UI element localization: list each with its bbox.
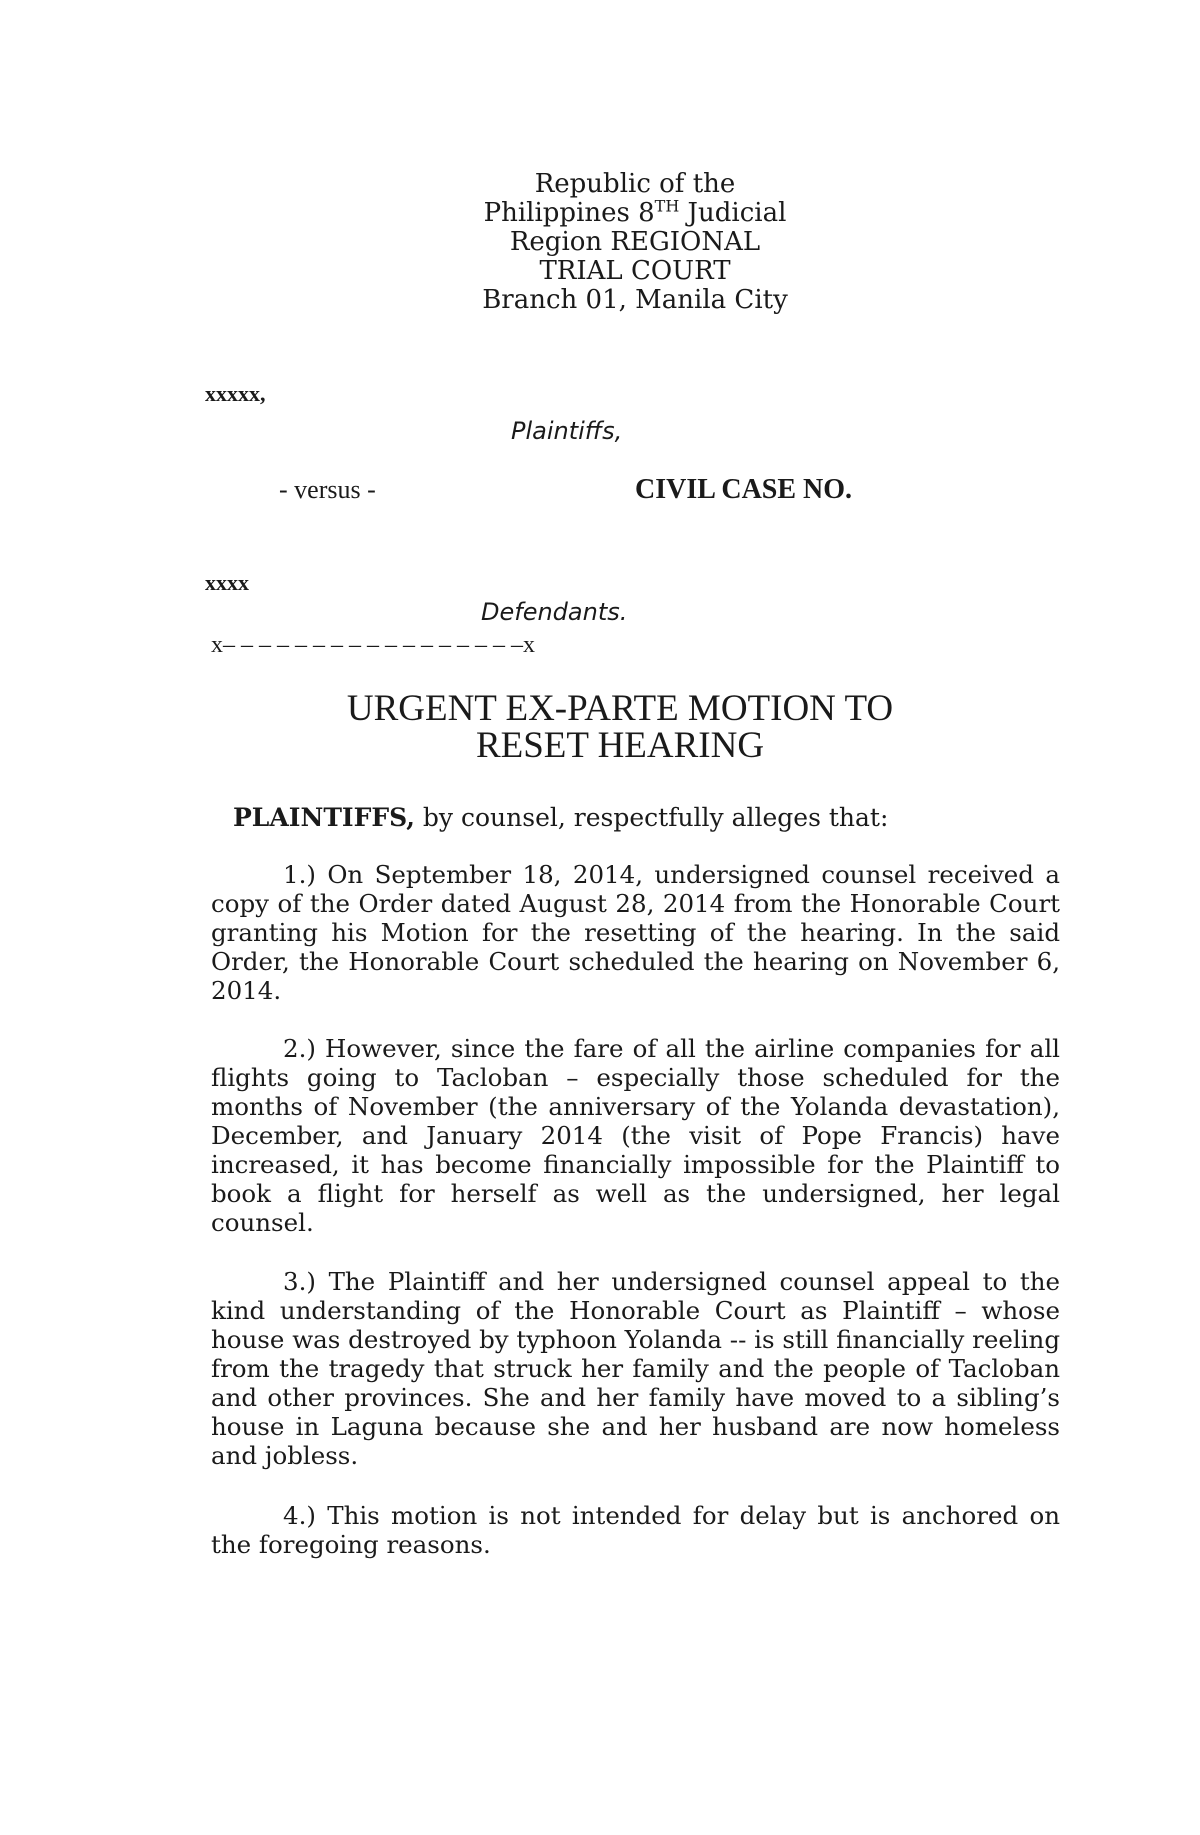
plaintiffs-label: Plaintiffs, [511,417,623,445]
header-line-region: Region REGIONAL [509,227,761,257]
motion-title-line-1: URGENT EX-PARTE MOTION TO [346,688,894,729]
versus-label: - versus - [279,475,376,504]
defendants-label: Defendants. [481,598,628,626]
header-philippines-text: Philippines 8 [483,198,655,228]
header-judicial-text: Judicial [679,198,787,228]
paragraph-2: 2.) However, since the fare of all the airline companies for all flights going to Tacloban – especially those scheduled for the months of November (the anniversary of the Yolanda devastation), December, and January 2014 (the visit of Pope Francis) have increased, it has become financially impossible for the Plaintiff to book a flight for herself as well as the undersigned, her legal counsel. [211,1034,1060,1237]
paragraph-3: 3.) The Plaintiff and her undersigned counsel appeal to the kind understanding of the Honorable Court as Plaintiff – whose house was destroyed by typhoon Yolanda -- is still financially reeling from the tragedy that struck her family and the people of Tacloban and other provinces. She and her family have moved to a sibling’s house in Laguna because she and her husband are now homeless and jobless. [211,1267,1060,1470]
header-line-philippines [460,196,810,228]
intro-plaintiffs: PLAINTIFFS, [233,803,415,832]
civil-case-number: CIVIL CASE NO. [635,474,853,505]
defendant-name: xxxx [205,570,249,595]
plaintiff-name: xxxxx, [205,381,266,406]
caption-divider: x– – – – – – – – – – – – – – – – –x [211,632,535,658]
header-line-republic: Republic of the [534,169,736,199]
intro-sentence [233,803,888,832]
header-line-trial-court: TRIAL COURT [539,256,731,286]
paragraph-1: 1.) On September 18, 2014, undersigned counsel received a copy of the Order dated August 28, 2014 from the Honorable Court granting his Motion for the resetting of the hearing. In the said Order, the Honorable Court scheduled the hearing on November 6, 2014. [211,860,1060,1005]
paragraph-4: 4.) This motion is not intended for delay but is anchored on the foregoing reasons. [211,1501,1060,1559]
court-header [460,170,810,315]
motion-title [240,690,1000,764]
header-th-superscript: TH [654,196,680,216]
header-line-branch: Branch 01, Manila City [482,285,788,315]
motion-title-line-2: RESET HEARING [475,725,765,766]
intro-rest: by counsel, respectfully alleges that: [414,803,889,832]
